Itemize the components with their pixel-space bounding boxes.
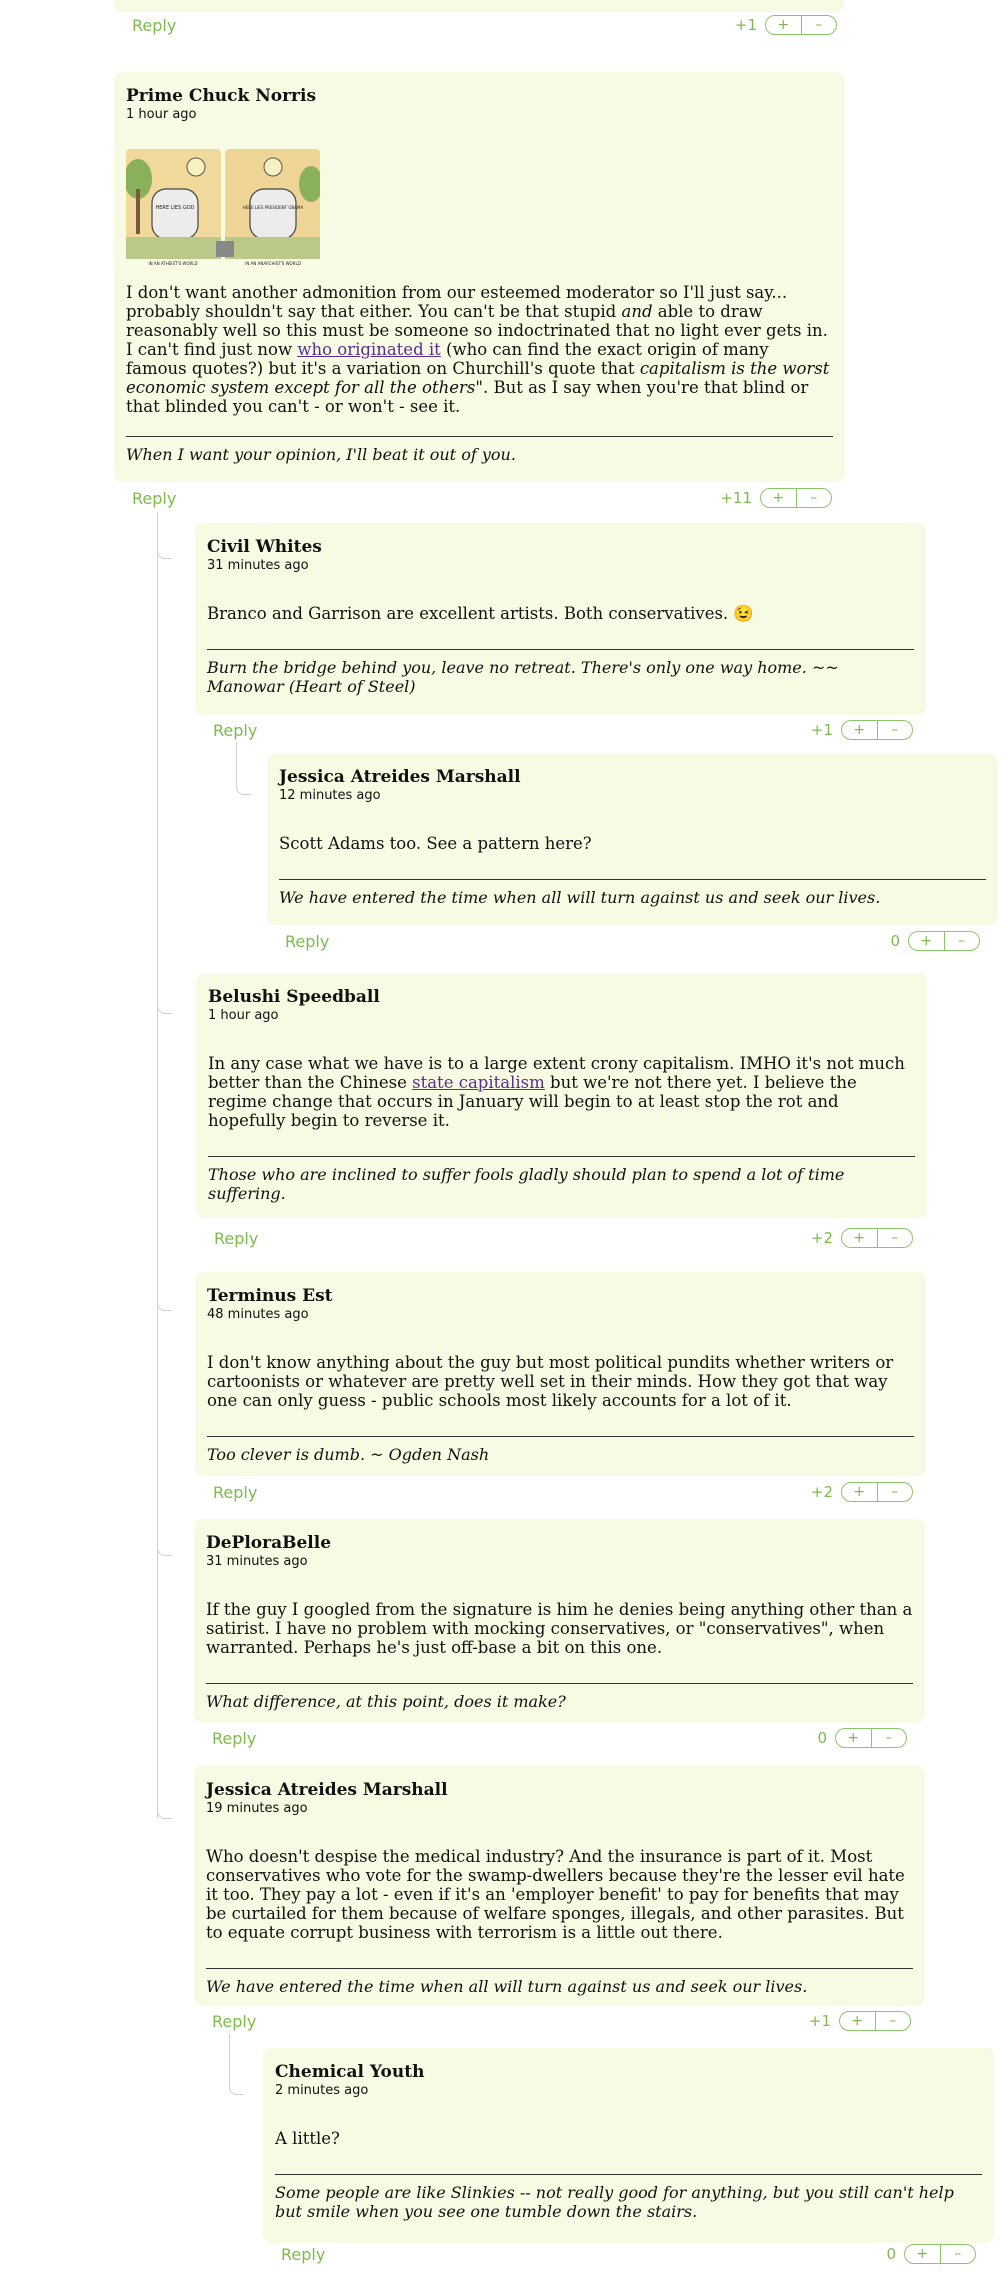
comment-footer [214,1227,913,1249]
comment-timestamp: 1 hour ago [208,1008,279,1023]
comment-footer [285,930,980,952]
downvote-button[interactable]: – [796,489,832,507]
upvote-button[interactable]: + [777,17,790,33]
score-count: 0 [890,932,900,950]
downvote-button[interactable]: – [944,932,980,950]
downvote-button[interactable]: – [940,2245,976,2263]
vote-buttons [908,931,980,951]
cartoon-image [126,149,320,267]
comment-author[interactable]: Chemical Youth [275,2062,425,2082]
previous-comment-card [114,0,844,12]
reply-button[interactable]: Reply [212,1729,257,1748]
downvote-button[interactable]: – [871,1729,907,1747]
comment-author[interactable]: Terminus Est [207,1286,333,1306]
comment-card [194,1519,925,1723]
comment-emphasis: capitalism is the worst economic system except for all the others" [126,359,830,397]
right-caption: IN AN ANARCHIST'S WORLD [245,261,301,266]
vote-buttons [841,1228,913,1248]
comment-body: Branco and Garrison are excellent artists. Both conservatives. 😉 [207,604,754,623]
comment-text: (who can find the exact origin of many famous quotes?) but it's a variation on Churchill's quote that [126,340,769,378]
reply-button[interactable]: Reply [132,16,177,35]
comment-timestamp: 2 minutes ago [275,2083,369,2098]
comment-signature: We have entered the time when all will turn against us and seek our lives. [206,1968,913,1996]
vote-buttons [760,488,832,508]
comment-body: If the guy I googled from the signature is him he denies being anything other than a satirist. I have no problem with mocking conservatives, or "conservatives", when warranted. Perhaps he's just off-base a bit on this one. [206,1600,913,1657]
upvote-button[interactable]: + [853,1484,866,1500]
upvote-button[interactable]: + [853,1230,866,1246]
comment-image[interactable] [126,149,320,267]
comment-timestamp: 48 minutes ago [207,1307,309,1322]
comment-signature: Burn the bridge behind you, leave no retreat. There's only one way home. ~~ Manowar (Heart of Steel) [207,649,914,696]
thread-connector [157,540,172,559]
vote-buttons [841,720,913,740]
comment-signature: Those who are inclined to suffer fools gladly should plan to spend a lot of time suffering. [208,1156,915,1203]
comment-footer [212,2010,911,2032]
comment-timestamp: 1 hour ago [126,107,197,122]
comment-card [267,753,998,925]
thread-connector [157,1537,172,1556]
comment-footer [281,2243,976,2265]
score-count: 0 [886,2245,896,2263]
comment-timestamp: 31 minutes ago [206,1554,308,1569]
comment-author[interactable]: Prime Chuck Norris [126,86,317,106]
downvote-button[interactable]: – [801,16,837,34]
score-count: +2 [810,1483,833,1501]
score-count: +1 [810,721,833,739]
comment-card [196,973,927,1218]
downvote-button[interactable]: – [877,1229,913,1247]
comment-signature: Too clever is dumb. ~ Ogden Nash [207,1436,914,1464]
comment-timestamp: 31 minutes ago [207,558,309,573]
score-count: +2 [810,1229,833,1247]
comment-timestamp: 12 minutes ago [279,788,381,803]
comment-card [194,1766,925,2006]
upvote-button[interactable]: + [851,2013,864,2029]
score-count: 0 [817,1729,827,1747]
comment-footer [213,1481,913,1503]
comment-author[interactable]: Jessica Atreides Marshall [206,1780,448,1800]
comment-text: able to draw reasonably well so this must be someone so indoctrinated that no light ever gets in. I can't find just now [126,302,828,359]
comment-text: In any case what we have is to a large extent crony capitalism. IMHO it's not much better than the Chinese [208,1054,905,1092]
comment-text: but we're not there yet. I believe the regime change that occurs in January will begin to at least stop the rot and hopefully begin to reverse it. [208,1073,857,1130]
reply-button[interactable]: Reply [281,2245,326,2264]
downvote-button[interactable]: – [877,721,913,739]
thread-line [157,512,158,1818]
thread-connector [236,742,251,795]
comment-author[interactable]: Civil Whites [207,537,322,557]
thread-connector [229,2034,244,2095]
comment-footer [212,1727,907,1749]
vote-buttons [765,15,837,35]
comment-timestamp: 19 minutes ago [206,1801,308,1816]
comment-link[interactable]: state capitalism [412,1073,545,1092]
comment-body: Who doesn't despise the medical industry? And the insurance is part of it. Most conservatives who vote for the swamp-dwellers because they're the lesser evil hate it too. They pay a lot - even if it's an 'employer benefit' to pay for benefits that may be curtailed for them because of welfare sponges, illegals, and other parasites. But to equate corrupt business with terrorism is a little out there. [206,1847,905,1942]
score-count: +11 [720,489,752,507]
comment-emphasis: and [621,302,653,321]
comment-text: . But as I say when you're that blind or that blinded you can't - or won't - see it. [126,378,809,416]
comment-body [126,283,833,416]
comment-signature: When I want your opinion, I'll beat it out of you. [126,436,833,464]
upvote-button[interactable]: + [916,2246,929,2262]
downvote-button[interactable]: – [877,1483,913,1501]
previous-comment-footer [132,14,837,36]
reply-button[interactable]: Reply [213,1483,258,1502]
vote-buttons [841,1482,913,1502]
comment-author[interactable]: Belushi Speedball [208,987,380,1007]
comment-card [114,72,845,482]
comment-signature: Some people are like Slinkies -- not really good for anything, but you still can't help but smile when you see one tumble down the stairs. [275,2174,982,2221]
thread-connector [157,1784,172,1819]
upvote-button[interactable]: + [920,933,933,949]
reply-button[interactable]: Reply [285,932,330,951]
left-caption: IN AN ATHEIST'S WORLD [148,261,198,266]
comment-body: I don't know anything about the guy but most political pundits whether writers or cartoonists or whatever are pretty well set in their minds. How they got that way one can only guess - public schools most likely accounts for a lot of it. [207,1353,894,1410]
vote-buttons [904,2244,976,2264]
upvote-button[interactable]: + [847,1730,860,1746]
comment-body: A little? [275,2129,340,2148]
upvote-button[interactable]: + [853,722,866,738]
reply-button[interactable]: Reply [214,1229,259,1248]
comment-footer [213,719,913,741]
comment-card [195,523,926,715]
comment-body [208,1054,915,1130]
right-stone-text: HERE LIES PRESIDENT OBAMA [242,205,304,210]
comment-card [263,2048,994,2243]
comment-body: Scott Adams too. See a pattern here? [279,834,592,853]
thread-connector [157,995,172,1014]
reply-button[interactable]: Reply [212,2012,257,2031]
upvote-button[interactable]: + [772,490,785,506]
reply-button[interactable]: Reply [213,721,258,740]
comment-author[interactable]: Jessica Atreides Marshall [279,767,521,787]
comment-footer [132,487,832,509]
vote-buttons [835,1728,907,1748]
downvote-button[interactable]: – [875,2012,911,2030]
score-count: +1 [734,16,757,34]
comment-author[interactable]: DePloraBelle [206,1533,332,1553]
comment-card [195,1272,926,1476]
comment-signature: We have entered the time when all will turn against us and seek our lives. [279,879,986,907]
score-count: +1 [808,2012,831,2030]
comment-signature: What difference, at this point, does it make? [206,1683,913,1711]
comment-link[interactable]: who originated it [297,340,441,359]
thread-connector [157,1292,172,1311]
vote-buttons [839,2011,911,2031]
comment-text: I don't want another admonition from our esteemed moderator so I'll just say... probably shouldn't say that either. You can't be that stupid [126,283,788,321]
reply-button[interactable]: Reply [132,489,177,508]
left-stone-text: HERE LIES GOD [155,205,195,211]
